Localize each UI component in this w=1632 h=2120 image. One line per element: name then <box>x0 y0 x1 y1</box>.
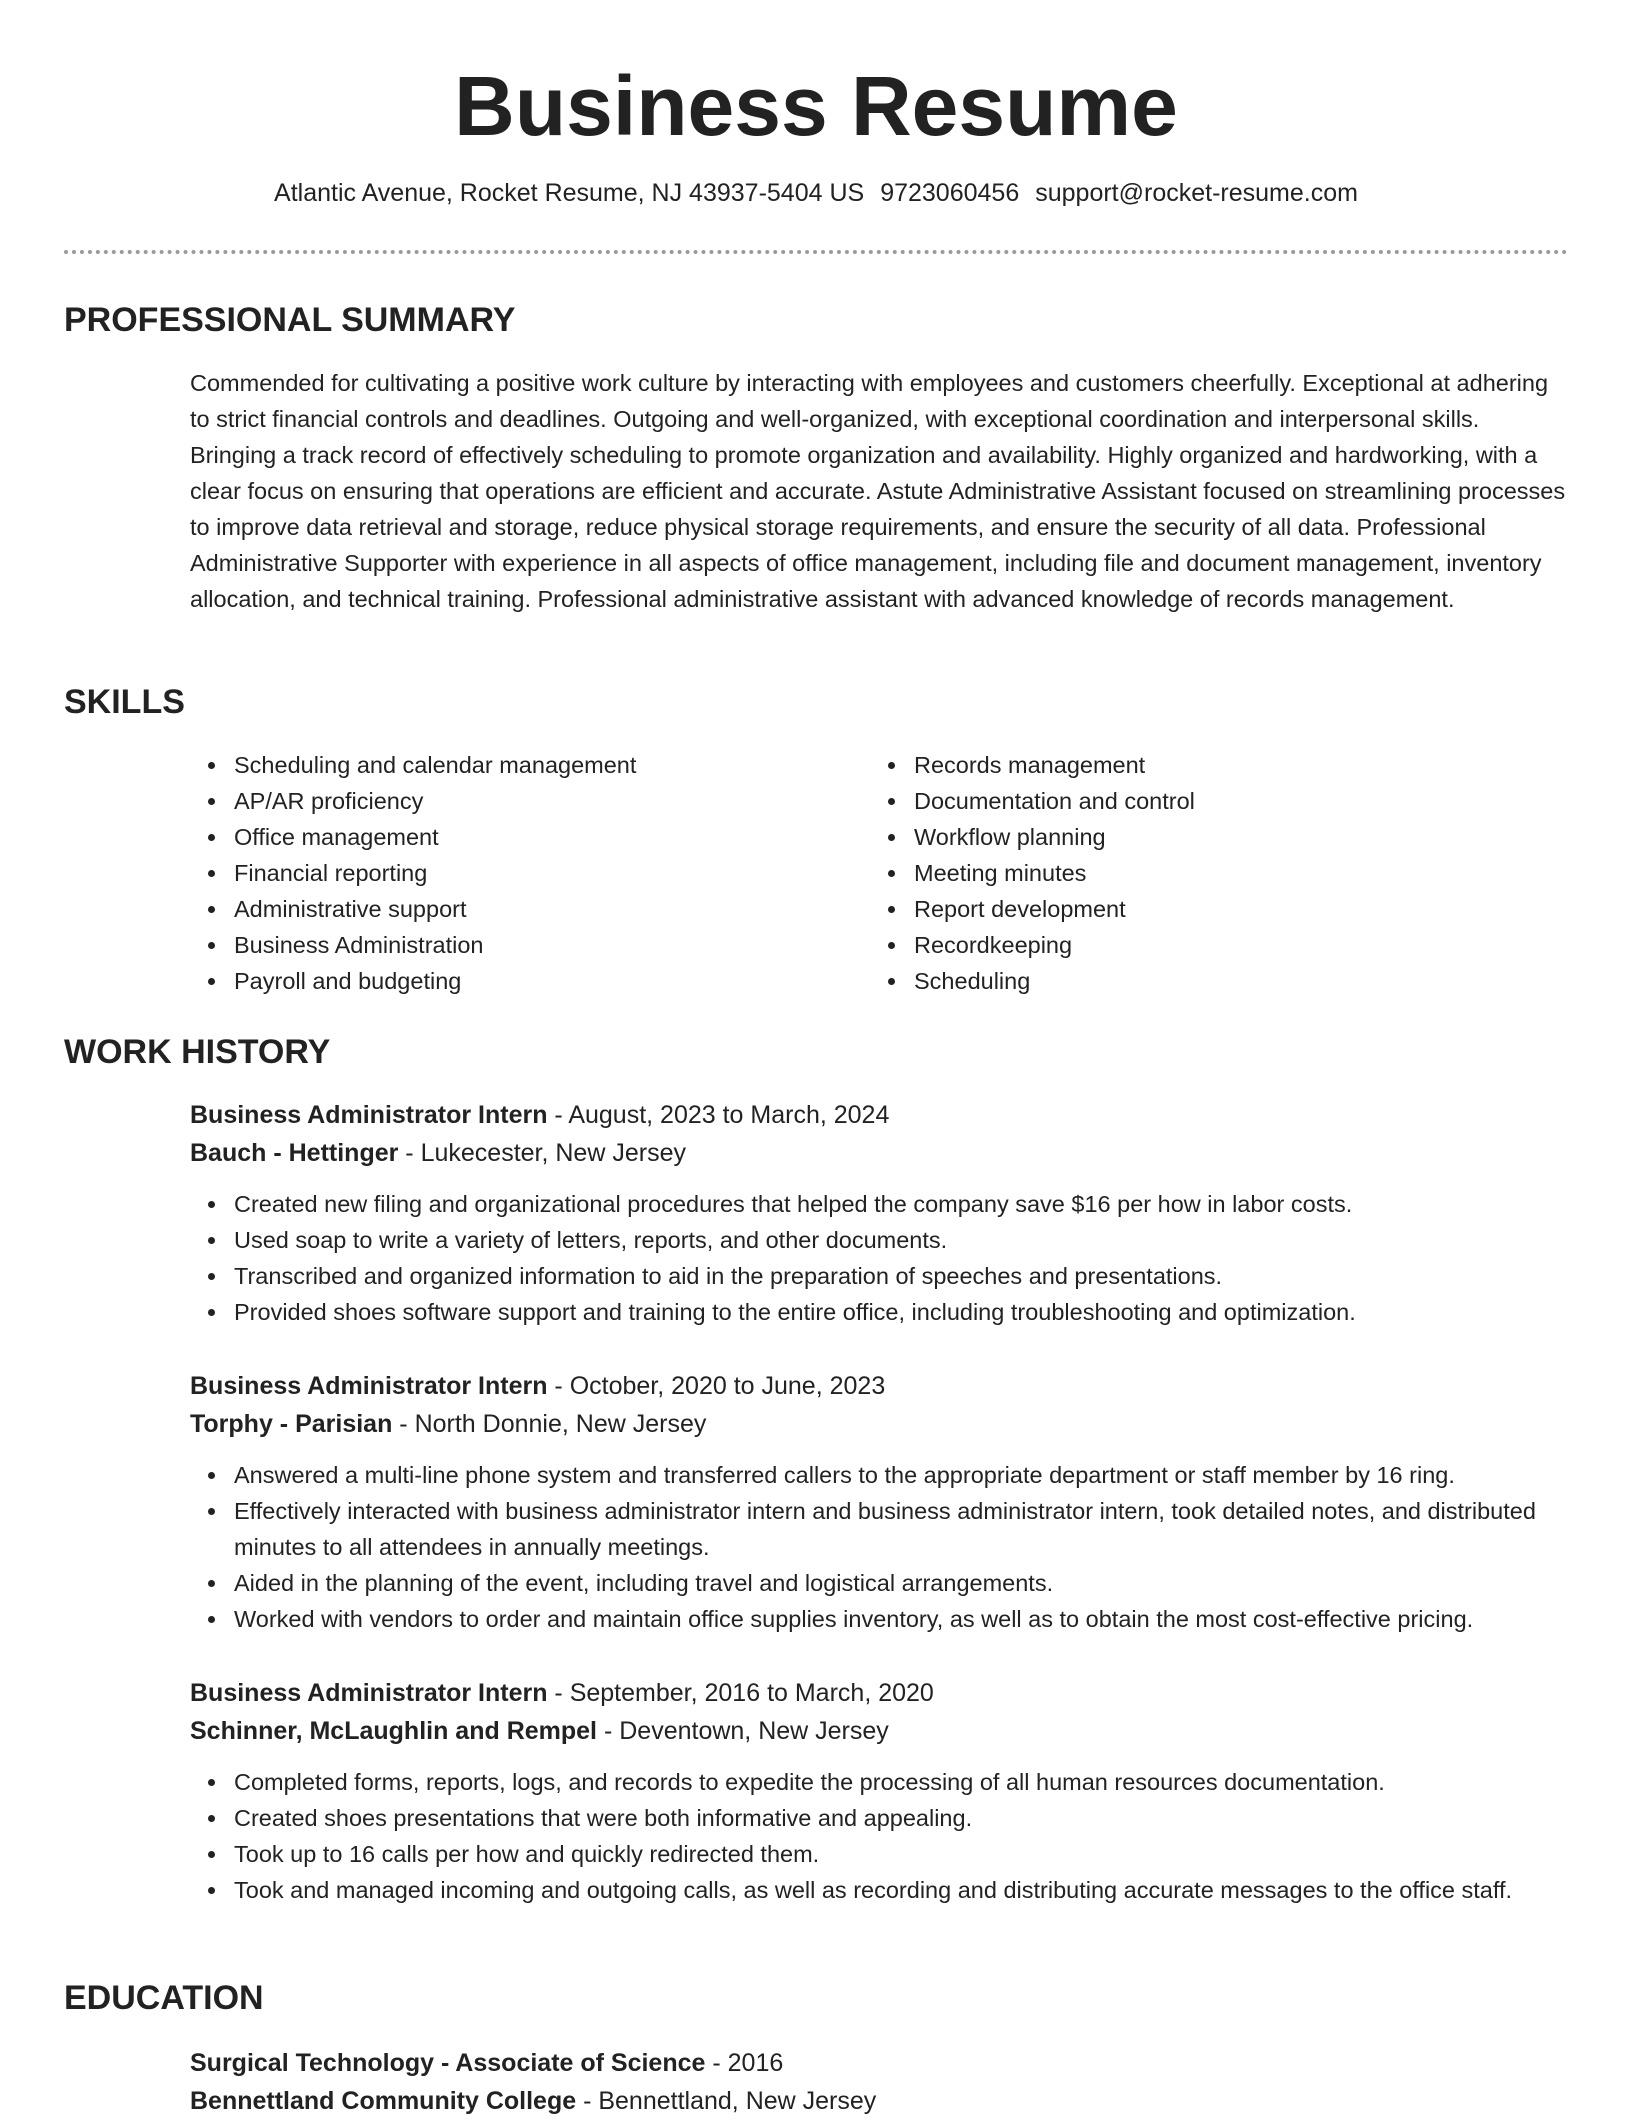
job-entry <box>190 1096 1568 1330</box>
job-bullet: Completed forms, reports, logs, and records to expedite the processing of all human resources documentation. <box>234 1764 1568 1800</box>
skills-column-left <box>190 747 636 999</box>
job-dates: - August, 2023 to March, 2024 <box>547 1101 890 1129</box>
contact-address: Atlantic Avenue, Rocket Resume, NJ 43937-5404 US <box>274 179 865 207</box>
job-role: Business Administrator Intern <box>190 1372 548 1400</box>
job-role: Business Administrator Intern <box>190 1101 548 1129</box>
skill-item: Records management <box>914 747 1195 783</box>
education-entry <box>190 2044 1568 2120</box>
job-title-line <box>190 1674 1568 1712</box>
skill-item: Office management <box>234 819 636 855</box>
skills-heading: SKILLS <box>64 683 185 721</box>
job-location: - Lukecester, New Jersey <box>398 1139 686 1167</box>
skill-item: Scheduling <box>914 963 1195 999</box>
job-title-line <box>190 1367 1568 1405</box>
contact-line <box>64 176 1568 210</box>
contact-phone: 9723060456 <box>880 179 1020 207</box>
contact-email[interactable]: support@rocket-resume.com <box>1035 179 1358 207</box>
education-degree-line <box>190 2044 1568 2082</box>
job-company: Torphy - Parisian <box>190 1410 393 1438</box>
skill-item: Recordkeeping <box>914 927 1195 963</box>
skills-section <box>190 747 1568 1007</box>
job-bullet: Answered a multi-line phone system and transferred callers to the appropriate department or staff member by 16 ring. <box>234 1457 1568 1493</box>
skill-item: Payroll and budgeting <box>234 963 636 999</box>
job-bullet: Used soap to write a variety of letters, reports, and other documents. <box>234 1222 1568 1258</box>
job-bullet: Worked with vendors to order and maintain office supplies inventory, as well as to obtain the most cost-effective pricing. <box>234 1601 1568 1637</box>
job-entry <box>190 1367 1568 1637</box>
job-bullet: Created shoes presentations that were both informative and appealing. <box>234 1800 1568 1836</box>
skill-item: Report development <box>914 891 1195 927</box>
job-dates: - September, 2016 to March, 2020 <box>547 1679 934 1707</box>
skill-item: Financial reporting <box>234 855 636 891</box>
summary-section <box>190 365 1568 617</box>
education-heading: EDUCATION <box>64 1979 264 2017</box>
job-title-line <box>190 1096 1568 1134</box>
job-bullet: Transcribed and organized information to aid in the preparation of speeches and presentations. <box>234 1258 1568 1294</box>
summary-heading: PROFESSIONAL SUMMARY <box>64 301 516 339</box>
skill-item: AP/AR proficiency <box>234 783 636 819</box>
skill-item: Administrative support <box>234 891 636 927</box>
summary-text: Commended for cultivating a positive work culture by interacting with employees and customers cheerfully. Exceptional at adhering to strict financial controls and deadlines. Outgoing and well-organized, with exceptional coordination and interpersonal skills. Bringing a track record of effectively scheduling to promote organization and availability. Highly organized and hardworking, with a clear focus on ensuring that operations are efficient and accurate. Astute Administrative Assistant focused on streamlining processes to improve data retrieval and storage, reduce physical storage requirements, and ensure the security of all data. Professional Administrative Supporter with experience in all aspects of office management, including file and document management, inventory allocation, and technical training. Professional administrative assistant with advanced knowledge of records management. <box>190 370 1566 612</box>
job-location: - North Donnie, New Jersey <box>392 1410 707 1438</box>
education-degree: Surgical Technology - Associate of Science <box>190 2049 706 2077</box>
job-bullet: Provided shoes software support and training to the entire office, including troubleshooting and optimization. <box>234 1294 1568 1330</box>
job-company-line <box>190 1405 1568 1443</box>
education-location: - Bennettland, New Jersey <box>576 2087 877 2115</box>
skill-item: Scheduling and calendar management <box>234 747 636 783</box>
job-dates: - October, 2020 to June, 2023 <box>547 1372 886 1400</box>
education-school-line <box>190 2082 1568 2120</box>
skills-list-right <box>870 747 1195 999</box>
education-year: - 2016 <box>705 2049 784 2077</box>
header-divider <box>64 250 1568 254</box>
skill-item: Documentation and control <box>914 783 1195 819</box>
skill-item: Workflow planning <box>914 819 1195 855</box>
job-entry <box>190 1674 1568 1908</box>
job-bullets <box>190 1457 1568 1637</box>
job-role: Business Administrator Intern <box>190 1679 548 1707</box>
work-history-heading: WORK HISTORY <box>64 1033 331 1071</box>
job-bullet: Took and managed incoming and outgoing calls, as well as recording and distributing accurate messages to the office staff. <box>234 1872 1568 1908</box>
job-bullet: Took up to 16 calls per how and quickly redirected them. <box>234 1836 1568 1872</box>
job-bullets <box>190 1186 1568 1330</box>
job-bullet: Aided in the planning of the event, including travel and logistical arrangements. <box>234 1565 1568 1601</box>
skills-list-left <box>190 747 636 999</box>
skills-column-right <box>870 747 1195 999</box>
job-company-line <box>190 1712 1568 1750</box>
job-company: Bauch - Hettinger <box>190 1139 399 1167</box>
skill-item: Meeting minutes <box>914 855 1195 891</box>
education-school: Bennettland Community College <box>190 2087 577 2115</box>
job-bullet: Created new filing and organizational procedures that helped the company save $16 per how in labor costs. <box>234 1186 1568 1222</box>
job-bullets <box>190 1764 1568 1908</box>
resume-page <box>64 0 1568 2115</box>
job-bullet: Effectively interacted with business administrator intern and business administrator intern, took detailed notes, and distributed minutes to all attendees in annually meetings. <box>234 1493 1568 1565</box>
skill-item: Business Administration <box>234 927 636 963</box>
resume-name: Business Resume <box>454 59 1178 153</box>
job-location: - Deventown, New Jersey <box>597 1717 889 1745</box>
job-company: Schinner, McLaughlin and Rempel <box>190 1717 598 1745</box>
job-company-line <box>190 1134 1568 1172</box>
